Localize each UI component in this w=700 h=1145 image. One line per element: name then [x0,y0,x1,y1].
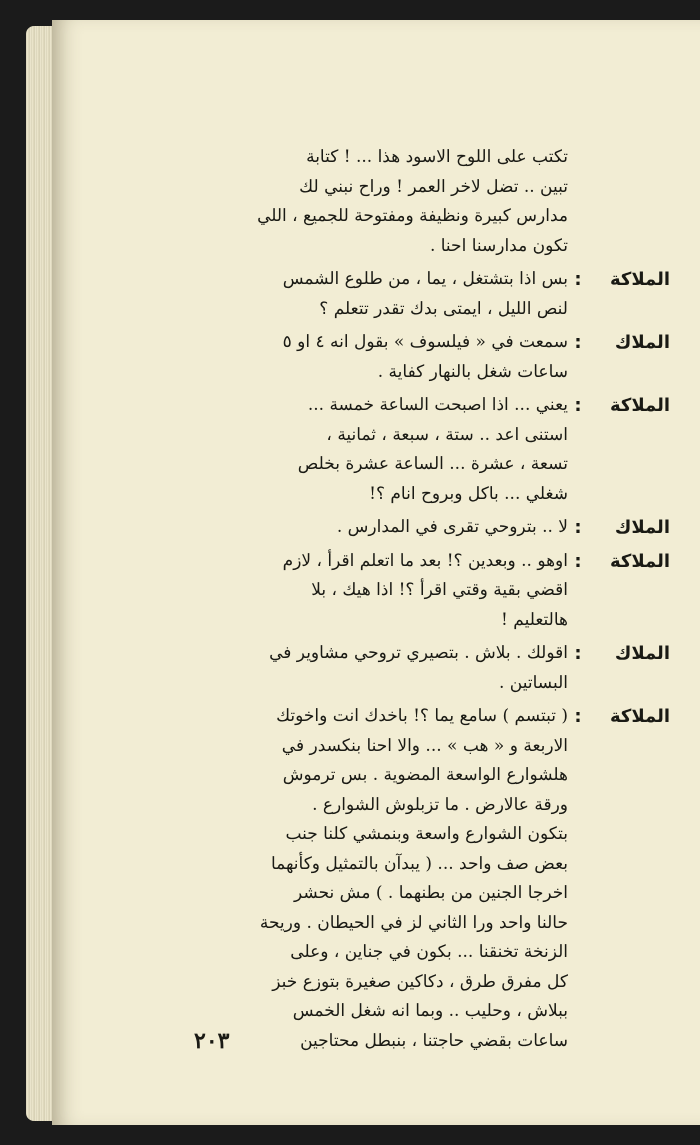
speaker-colon: : [574,395,582,416]
speaker-label: الملاكة [609,550,670,572]
text-line: كل مفرق طرق ، دكاكين صغيرة بتوزع خبز [272,971,568,992]
speech-text [180,513,568,543]
speaker-label: الملاك [614,332,670,353]
text-line: ورقة عالارض . ما تزبلوش الشوارع . [312,794,568,815]
text-line: سمعت في « فيلسوف » بقول انه ٤ او ٥ [282,332,568,352]
speaker-label: الملاك [614,517,670,538]
speaker-label: الملاكة [609,269,670,290]
text-line: تكون مدارسنا احنا . [429,235,568,256]
dialogue-entry [180,547,670,636]
dialogue-entry [180,639,670,698]
speaker-colon: : [574,517,582,538]
speech-text [180,391,568,509]
text-line: تبين .. تضل لاخر العمر ! وراح نبني لك [299,176,568,197]
speech-text [180,547,568,636]
page-number: ٢٠٣ [194,1028,230,1054]
text-line: ساعات شغل بالنهار كفاية . [377,361,568,382]
dialogue-entry [180,513,670,543]
text-line: مدارس كبيرة ونظيفة ومفتوحة للجميع ، اللي [257,206,568,226]
text-line: بعض صف واحد ... ( يبدآن بالتمثيل وكأنهما [270,853,568,874]
speech-text [180,639,568,698]
text-line: لنص الليل ، ايمتى بدك تقدر تتعلم ؟ [319,298,568,319]
text-line: ساعات بقضي حاجتنا ، بنبطل محتاجين [300,1030,568,1051]
dialogue-entry [180,702,670,1056]
speaker-label: الملاكة [609,706,670,727]
dialogue-entry [180,265,670,324]
text-line: البساتين . [499,672,568,693]
text-line: هالتعليم ! [501,609,568,630]
text-line: هلشوارع الواسعة المضوية . بس ترموش [282,765,568,785]
speaker-colon: : [574,332,582,353]
speaker-colon: : [574,269,582,290]
book-page [52,20,700,1125]
dialogue-entry [180,391,670,509]
dialogue-entry [180,328,670,387]
text-line: اوهو .. وبعدين ؟! بعد ما اتعلم اقرأ ، لازم [282,550,568,571]
speech-text [180,702,568,1056]
speaker-colon: : [574,550,582,572]
speaker-label: الملاك [614,643,670,664]
text-line: اقولك . بلاش . بتصيري تروحي مشاوير في [269,643,568,663]
text-line: حالنا واحد ورا الثاني لز في الحيطان . وريحة [259,912,568,933]
text-line: يعني ... اذا اصبحت الساعة خمسة ... [307,395,568,415]
text-line: اقضي بقية وقتي اقرأ ؟! اذا هيك ، بلا [311,580,568,600]
text-line: بتكون الشوارع واسعة وبنمشي كلنا جنب [285,824,568,844]
speaker-label: الملاكة [609,395,670,416]
text-line: الاربعة و « هب » ... والا احنا بنكسدر في [281,735,568,756]
speech-text [180,328,568,387]
text-line: تكتب على اللوح الاسود هذا ... ! كتابة [306,147,568,167]
speaker-colon: : [574,706,582,727]
text-line: استنى اعد .. ستة ، سبعة ، ثمانية ، [326,424,568,445]
text-line: اخرجا الجنين من بطنهما . ) مش نحشر [294,883,568,903]
text-line: ببلاش ، وحليب .. وبما انه شغل الخمس [292,1001,568,1021]
speech-text [180,265,568,324]
speaker-colon: : [574,643,582,664]
text-line: الزنخة تخنقنا ... بكون في جناين ، وعلى [290,942,568,962]
text-block [180,143,670,1060]
text-line: لا .. بتروحي تقرى في المدارس . [336,517,568,537]
opening-paragraph [180,143,670,261]
text-line: ( تبتسم ) سامع يما ؟! باخدك انت واخوتك [276,706,568,726]
text-line: شغلي ... باكل وبروح انام ؟! [369,483,568,504]
text-line: تسعة ، عشرة ... الساعة عشرة بخلص [297,454,568,474]
text-line: بس اذا بتشتغل ، يما ، من طلوع الشمس [282,269,568,289]
